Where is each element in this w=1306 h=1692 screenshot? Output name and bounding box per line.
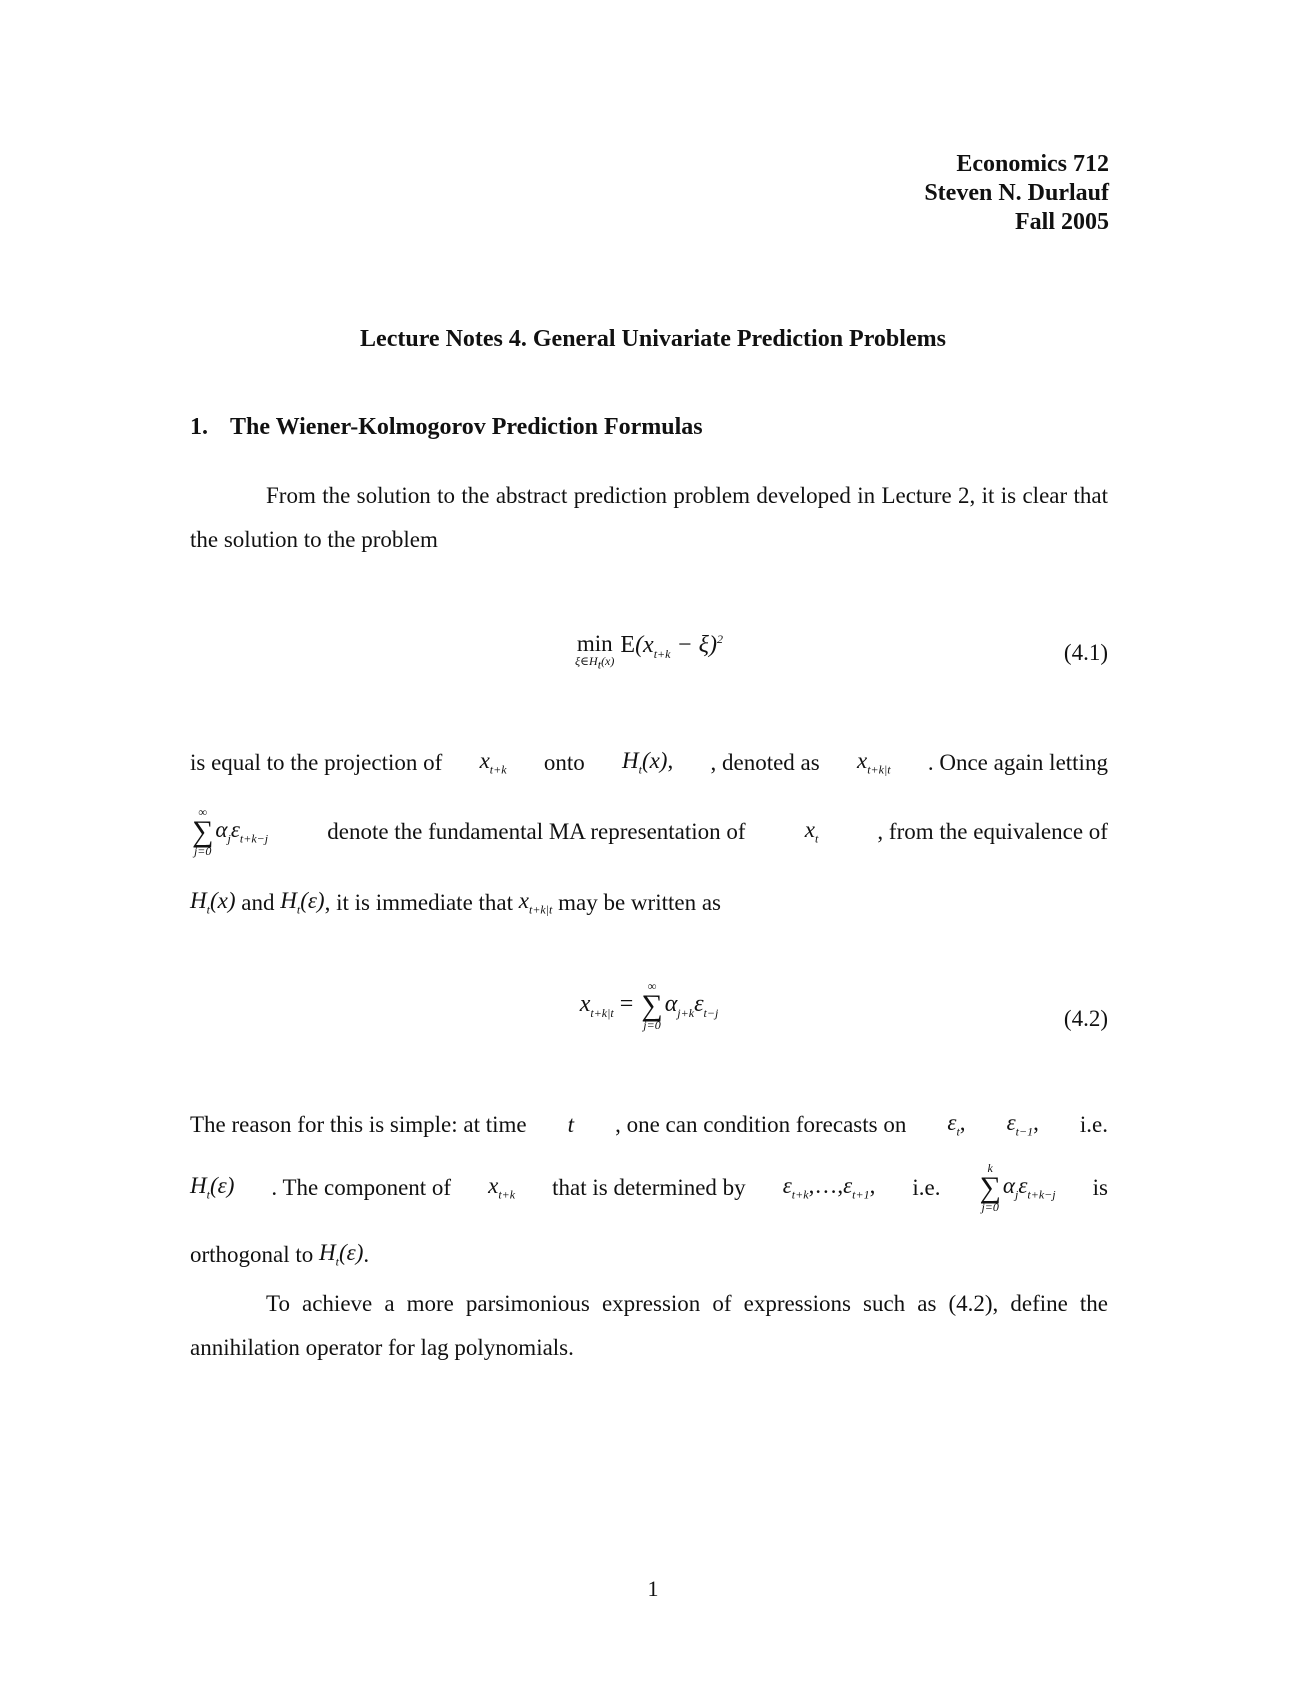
equation-4-2 (190, 980, 1108, 1060)
term: Fall 2005 (1015, 209, 1109, 235)
document-header (924, 150, 1109, 237)
paragraph-1: From the solution to the abstract prediction problem developed in Lecture 2, it is clear that the solution to the problem (190, 483, 1108, 552)
author-name: Steven N. Durlauf (924, 180, 1109, 206)
lecture-title: Lecture Notes 4. General Univariate Prediction Problems (360, 326, 946, 352)
paragraph-4: To achieve a more parsimonious expression of expressions such as (4.2), define the annihilation operator for lag polynomials. (190, 1291, 1108, 1360)
course-name: Economics 712 (956, 151, 1109, 177)
paragraph-3-line-2: $H_t(\varepsilon)$ . The component of $x_{t+k}$ that is determined by $\varepsilon_{t+k},\dots,\varepsilon_{t+1}$, i.e. k ∑ j=0 $\alpha_j\varepsilon_{t+k-j}$ is (190, 1161, 1108, 1214)
equation-4-2-label: (4.2) (1063, 1006, 1108, 1031)
section-title: The Wiener-Kolmogorov Prediction Formulas (230, 414, 703, 440)
paragraph-3-line-3: orthogonal to $H_t(\varepsilon)$ . (190, 1240, 370, 1269)
paragraph-3-line-1: The reason for this is simple: at time t , one can condition forecasts on $\varepsilon_t$, $\varepsilon_{t-1}$, i.e. (190, 1110, 1108, 1139)
page-number: 1 (647, 1576, 659, 1601)
equation-4-1 (190, 632, 1108, 692)
equation-4-2-body: $x_{t+k|t}$ = ∞ ∑ j=0 $\alpha_{j+k}\varepsilon_{t-j}$ (579, 979, 719, 1032)
equation-4-1-label: (4.1) (1063, 640, 1108, 665)
paragraph-2-line-3: $H_t(x)$ and $H_t(\varepsilon)$ , it is immediate that $x_{t+k|t}$ may be written as (190, 888, 721, 917)
section-heading (190, 414, 703, 441)
section-number: 1. (190, 414, 208, 440)
paragraph-2-line-1: is equal to the projection of $x_{t+k}$ onto $H_t(x)$, , denoted as $x_{t+k|t}$ . Once again letting (190, 748, 1108, 777)
paragraph-2-line-2: ∞ ∑ j=0 $\alpha_j\varepsilon_{t+k-j}$ denote the fundamental MA representation of $x_t$ , from the equivalence of (192, 805, 1108, 858)
equation-4-1-body: min $\xi\in H_t(x)$ $E(x_{t+k} - \xi)^2$ (575, 631, 723, 672)
